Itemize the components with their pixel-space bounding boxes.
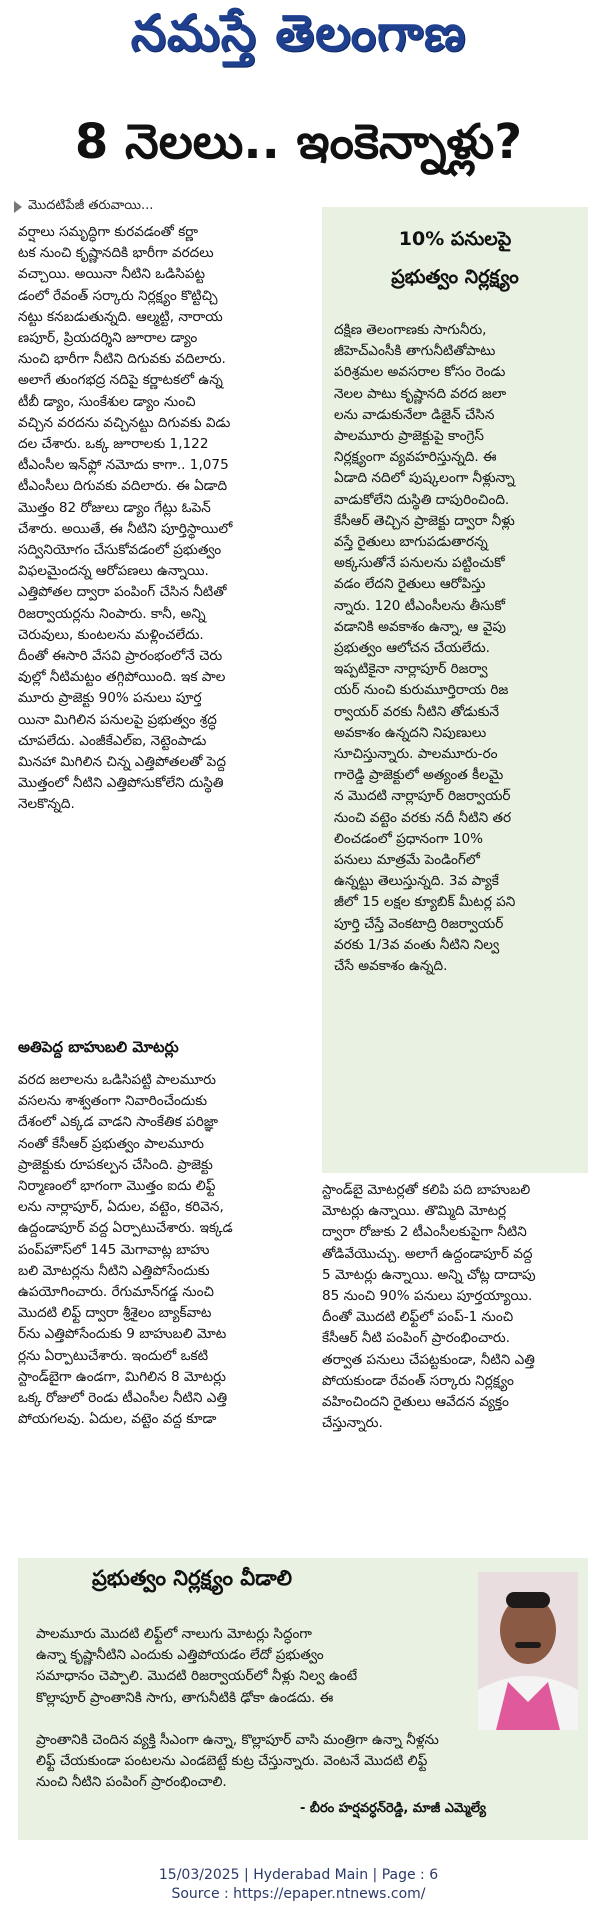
masthead [0,0,597,78]
masthead-title: నమస్తే తెలంగాణ [130,3,467,62]
chevron-right-icon [14,201,22,213]
kicker-label: మొదటిపేజీ తరువాయి... [28,198,154,213]
headline: 8 నెలలు.. ఇంకెన్నాళ్లు? [74,114,523,170]
quote-box-title: ప్రభుత్వం నిర్లక్ష్యం వీడాలి [92,1566,293,1590]
quote-byline: - బీరం హర్షవర్ధన్‌రెడ్డి, మాజీ ఎమ్మెల్యే [300,1801,486,1816]
sidebar-title-line1: 10% పనులపై [398,228,512,250]
continuation-kicker [14,198,153,216]
quote-text-b: ప్రాంతానికి చెందిన వ్యక్తి సీఎంగా ఉన్నా, కొల్లాపూర్ వాసి మంత్రిగా ఉన్నా నీళ్లను లిఫ్ట్ చేయకుండా పంటలను ఎండబెట్టే కుట్ర చేస్తున్నారు. వెంటనే మొదటి లిఫ్ట్ నుంచి నీటిని పంపింగ్ ప్రారంభించాలి. [36,1732,439,1791]
sidebar-title-line2: ప్రభుత్వం నిర్లక్ష్యం [391,266,519,288]
footer-source: Source : https://epaper.ntnews.com/ [171,1886,426,1902]
person-photo [478,1572,578,1730]
article-paragraph-3: స్టాండ్‌బై మోటర్లతో కలిపి పది బాహుబలి మోటర్లు ఉన్నాయి. తొమ్మిది మోటర్ల ద్వారా రోజుకు 2 టీఎంసీలకుపైగా నీటిని తోడివేయొచ్చు. అలాగే ఉద్దండాపూర్ వద్ద 5 మోటర్లు ఉన్నాయి. అన్ని చోట్ల దాదాపు 85 నుంచి 90% పనులు పూర్తయ్యాయి. దీంతో మొదటి లిఫ్ట్‌లో పంప్-1 నుంచి కేసీఆర్ నీటి పంపింగ్ ప్రారంభించారు. తర్వాత పనులు చేపట్టకుండా, నీటిని ఎత్తి పోయకుండా రేవంత్ సర్కారు నిర్లక్ష్యం వహించిందని రైతులు ఆవేదన వ్యక్తం చేస్తున్నారు. [322,1182,536,1432]
footer-date-edition: 15/03/2025 | Hyderabad Main | Page : 6 [158,1867,439,1883]
quote-text-a: పాలమూరు మొదటి లిఫ్ట్‌లో నాలుగు మోటర్లు సిద్ధంగా ఉన్నా కృష్ణానీటిని ఎందుకు ఎత్తిపోయడం లేదో ప్రభుత్వం సమాధానం చెప్పాలి. మొదటి రిజర్వాయర్‌లో నీళ్లు నిల్వ ఉంటే కొల్లాపూర్ ప్రాంతానికి సాగు, తాగునీటికి ఢోకా ఉండదు. ఈ [36,1626,358,1706]
portrait-illustration [478,1572,578,1730]
article-paragraph-1: వర్షాలు సమృద్ధిగా కురవడంతో కర్ణా టక నుంచి కృష్ణానదికి భారీగా వరదలు వచ్చాయి. అయినా నీటిని ఒడిసిపట్ట డంలో రేవంత్ సర్కారు నిర్లక్ష్యం కొట్టిచ్చి నట్టు కనబడుతున్నది. ఆల్మట్టి, నారాయ ణపూర్, ప్రియదర్శిని జూరాల డ్యాం నుంచి భారీగా నీటిని దిగువకు వదిలారు. అలాగే తుంగభద్ర నదిపై కర్ణాటకలో ఉన్న టీబీ డ్యాం, సుంకేశుల డ్యాం నుంచి వచ్చిన వరదను వచ్చినట్టు దిగువకు విడు దల చేశారు. ఒక్క జూరాలకు 1,122 టీఎంసీల ఇన్‌ఫ్లో నమోదు కాగా.. 1,075 టీఎంసీలు దిగువకు వదిలారు. ఈ ఏడాది మొత్తం 82 రోజులు డ్యాం గేట్లు ఓపెన్ చేశారు. అయితే, ఈ నీటిని పూర్తిస్థాయిలో సద్వినియోగం చేసుకోవడంలో ప్రభుత్వం విఫలమైందన్న ఆరోపణలు ఉన్నాయి. ఎత్తిపోతల ద్వారా పంపింగ్ చేసిన నీటితో రిజర్వాయర్లను నింపారు. కానీ, అన్ని చెరువులు, కుంటలను మళ్లించలేదు. దీంతో ఈసారి వేసవి ప్రారంభంలోనే చెరు వుల్లో నీటిమట్టం తగ్గిపోయింది. ఇక పాల మూరు ప్రాజెక్టు 90% పనులు పూర్త యినా మిగిలిన పనులపై ప్రభుత్వం శ్రద్ధ చూపలేదు. ఎంజీకేఎల్ఐ, నెట్టెంపాడు మినహా మిగిలిన చిన్న ఎత్తిపోతలతో పెద్ద మొత్తంలో నీటిని ఎత్తిపోసుకోలేని దుస్థితి నెలకొన్నది. [18,224,233,813]
page-footer [0,1866,597,1904]
sidebar-title [330,220,580,296]
sidebar-text: దక్షిణ తెలంగాణకు సాగునీరు, జీహెచ్ఎంసీకి తాగునీటితోపాటు పరిశ్రమల అవసరాల కోసం రెండు నెలల పాటు కృష్ణానది వరద జలా లను వాడుకునేలా డిజైన్ చేసిన పాలమూరు ప్రాజెక్టుపై కాంగ్రెస్ నిర్లక్ష్యంగా వ్యవహరిస్తున్నది. ఈ ఏడాది నదిలో పుష్కలంగా నీళ్లున్నా వాడుకోలేని దుస్థితి దాపురించింది. కేసీఆర్ తెచ్చిన ప్రాజెక్టు ద్వారా నీళ్లు వస్తే రైతులు బాగుపడుతారన్న అక్కసుతోనే పనులను పట్టించుకో వడం లేదని రైతులు ఆరోపిస్తు న్నారు. 120 టీఎంసీలను తీసుకో వడానికి అవకాశం ఉన్నా, ఆ వైపు ప్రభుత్వం ఆలోచన చేయలేదు. ఇప్పటికైనా నార్లాపూర్ రిజర్వా యర్ నుంచి కురుమూర్తిరాయ రిజ ర్వాయర్ వరకు నీటిని తోడుకునే అవకాశం ఉన్నదని నిపుణులు సూచిస్తున్నారు. పాలమూరు-రం గారెడ్డి ప్రాజెక్టులో అత్యంత కీలమై న మొదటి నార్లాపూర్ రిజర్వాయర్ నుంచి వట్టెం వరకు నదీ నీటిని తర లించడంలో ప్రధానంగా 10% పనులు మాత్రమే పెండింగ్‌లో ఉన్నట్టు తెలుస్తున్నది. 3వ ప్యాకే జీలో 15 లక్షల క్యూబిక్ మీటర్ల పని పూర్తి చేస్తే వెంకటాద్రి రిజర్వాయర్ వరకు 1/3వ వంతు నీటిని నిల్వ చేసే అవకాశం ఉన్నది. [334,322,516,975]
subheading-bahubali-motors: అతిపెద్ద బాహుబలి మోటర్లు [18,1038,179,1056]
article-paragraph-2: వరద జలాలను ఒడిసిపట్టి పాలమూరు వసలను శాశ్వతంగా నివారించేందుకు దేశంలో ఎక్కడ వాడని సాంకేతిక పరిజ్ఞా నంతో కేసీఆర్ ప్రభుత్వం పాలమూరు ప్రాజెక్టుకు రూపకల్పన చేసింది. ప్రాజెక్టు నిర్మాణంలో భాగంగా మొత్తం ఐదు లిఫ్ట్ లను నార్లాపూర్, ఏదుల, వట్టెం, కరివెన, ఉద్దండాపూర్ వద్ద ఏర్పాటుచేశారు. ఇక్కడ పంప్‌హౌస్‌లో 145 మెగావాట్ల బాహు బలి మోటర్లను నీటిని ఎత్తిపోసేందుకు ఉపయోగించారు. రేగుమాన్‌గడ్డ నుంచి మొదటి లిఫ్ట్ ద్వారా శ్రీశైలం బ్యాక్‌వాట ర్‌ను ఎత్తిపోసేందుకు 9 బాహుబలి మోట ర్లను ఏర్పాటుచేశారు. ఇందులో ఒకటి స్టాండ్‌బైగా ఉండగా, మిగిలిన 8 మోటర్లు ఒక్క రోజులో రెండు టీఎంసీల నీటిని ఎత్తి పోయగలవు. ఏదుల, వట్టెం వద్ద కూడా [18,1072,233,1428]
